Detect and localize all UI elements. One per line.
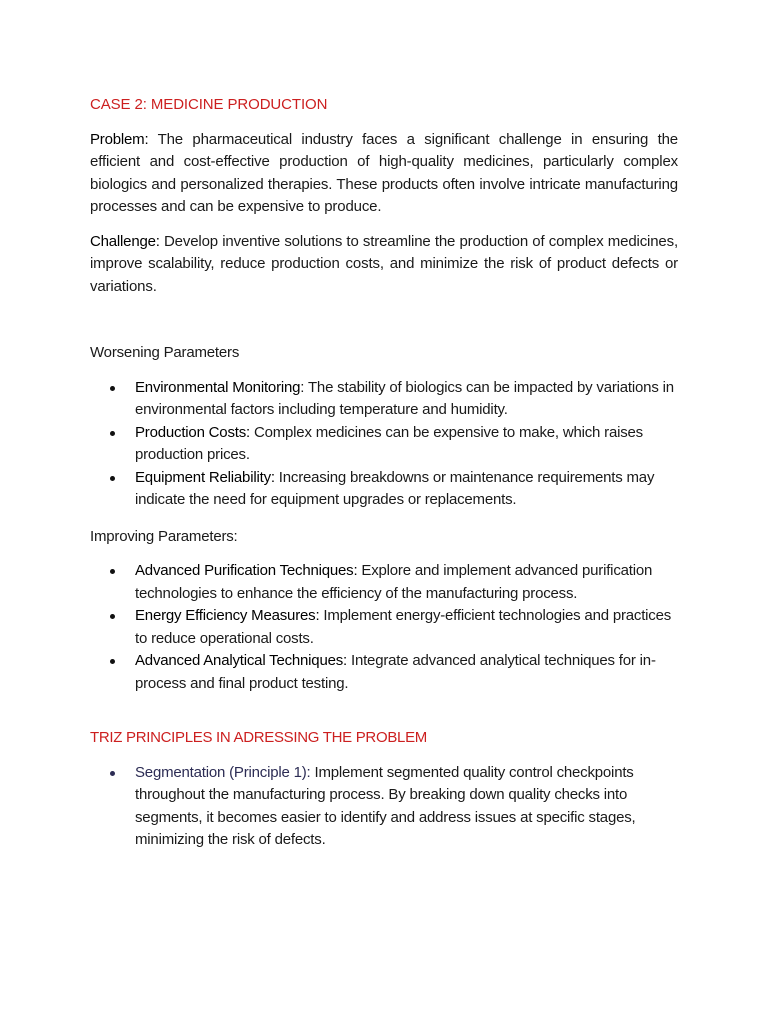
worsening-list: [90, 377, 678, 512]
item-text: Implement segmented quality control checkpoints throughout the manufacturing process. By breaking down quality checks into segments, it becomes easier to identify and address issues at specific stages, minimizing the risk of defects.: [135, 763, 636, 848]
problem-text: The pharmaceutical industry faces a significant challenge in ensuring the efficient and cost-effective production of high-quality medicines, particularly complex biologics and personalized therapies. These products often involve intricate manufacturing processes and can be expensive to produce.: [90, 130, 678, 215]
list-item: [135, 762, 678, 852]
challenge-label: Challenge:: [90, 232, 160, 250]
list-item: [135, 377, 678, 422]
item-label: Energy Efficiency Measures:: [135, 607, 320, 624]
item-text: Implement energy-efficient technologies and practices to reduce operational costs.: [135, 607, 672, 647]
item-label: Equipment Reliability:: [135, 468, 275, 486]
case-title: CASE 2: MEDICINE PRODUCTION: [90, 96, 328, 113]
spacer: [90, 310, 678, 342]
bullet-icon: [110, 386, 115, 391]
bullet-icon: [110, 771, 115, 776]
bullet-icon: [110, 659, 115, 664]
item-label: Segmentation (Principle 1):: [135, 763, 311, 781]
challenge-paragraph: [90, 231, 678, 299]
bullet-icon: [110, 569, 115, 574]
improving-list: [90, 560, 678, 695]
item-text: Complex medicines can be expensive to make, which raises production prices.: [135, 423, 643, 463]
item-text: Increasing breakdowns or maintenance requirements may indicate the need for equipment upgrades or replacements.: [135, 468, 655, 508]
list-item: [135, 650, 678, 695]
challenge-text: Develop inventive solutions to streamline the production of complex medicines, improve scalability, reduce production costs, and minimize the risk of product defects or variations.: [90, 232, 678, 295]
bullet-icon: [110, 476, 115, 481]
problem-label: Problem:: [90, 130, 149, 148]
list-item: [135, 560, 678, 605]
problem-paragraph: [90, 129, 678, 219]
item-label: Environmental Monitoring: [135, 378, 301, 396]
spacer: [90, 709, 678, 727]
improving-heading: Improving Parameters:: [90, 527, 238, 545]
item-text: : The stability of biologics can be impacted by variations in environmental factors including temperature and humidity.: [135, 378, 674, 418]
list-item: [135, 605, 678, 650]
item-label: Advanced Analytical Techniques:: [135, 652, 348, 669]
item-label: Advanced Purification Techniques:: [135, 562, 358, 579]
item-text: Integrate advanced analytical techniques for in-process and final product testing.: [135, 652, 656, 692]
list-item: [135, 422, 678, 467]
triz-list: [90, 762, 678, 852]
item-label: Production Costs:: [135, 423, 250, 441]
triz-heading: TRIZ PRINCIPLES IN ADRESSING THE PROBLEM: [90, 729, 427, 746]
list-item: [135, 467, 678, 512]
item-text: Explore and implement advanced purification technologies to enhance the efficiency of the manufacturing process.: [135, 562, 653, 602]
worsening-heading: Worsening Parameters: [90, 344, 240, 361]
bullet-icon: [110, 431, 115, 436]
bullet-icon: [110, 614, 115, 619]
